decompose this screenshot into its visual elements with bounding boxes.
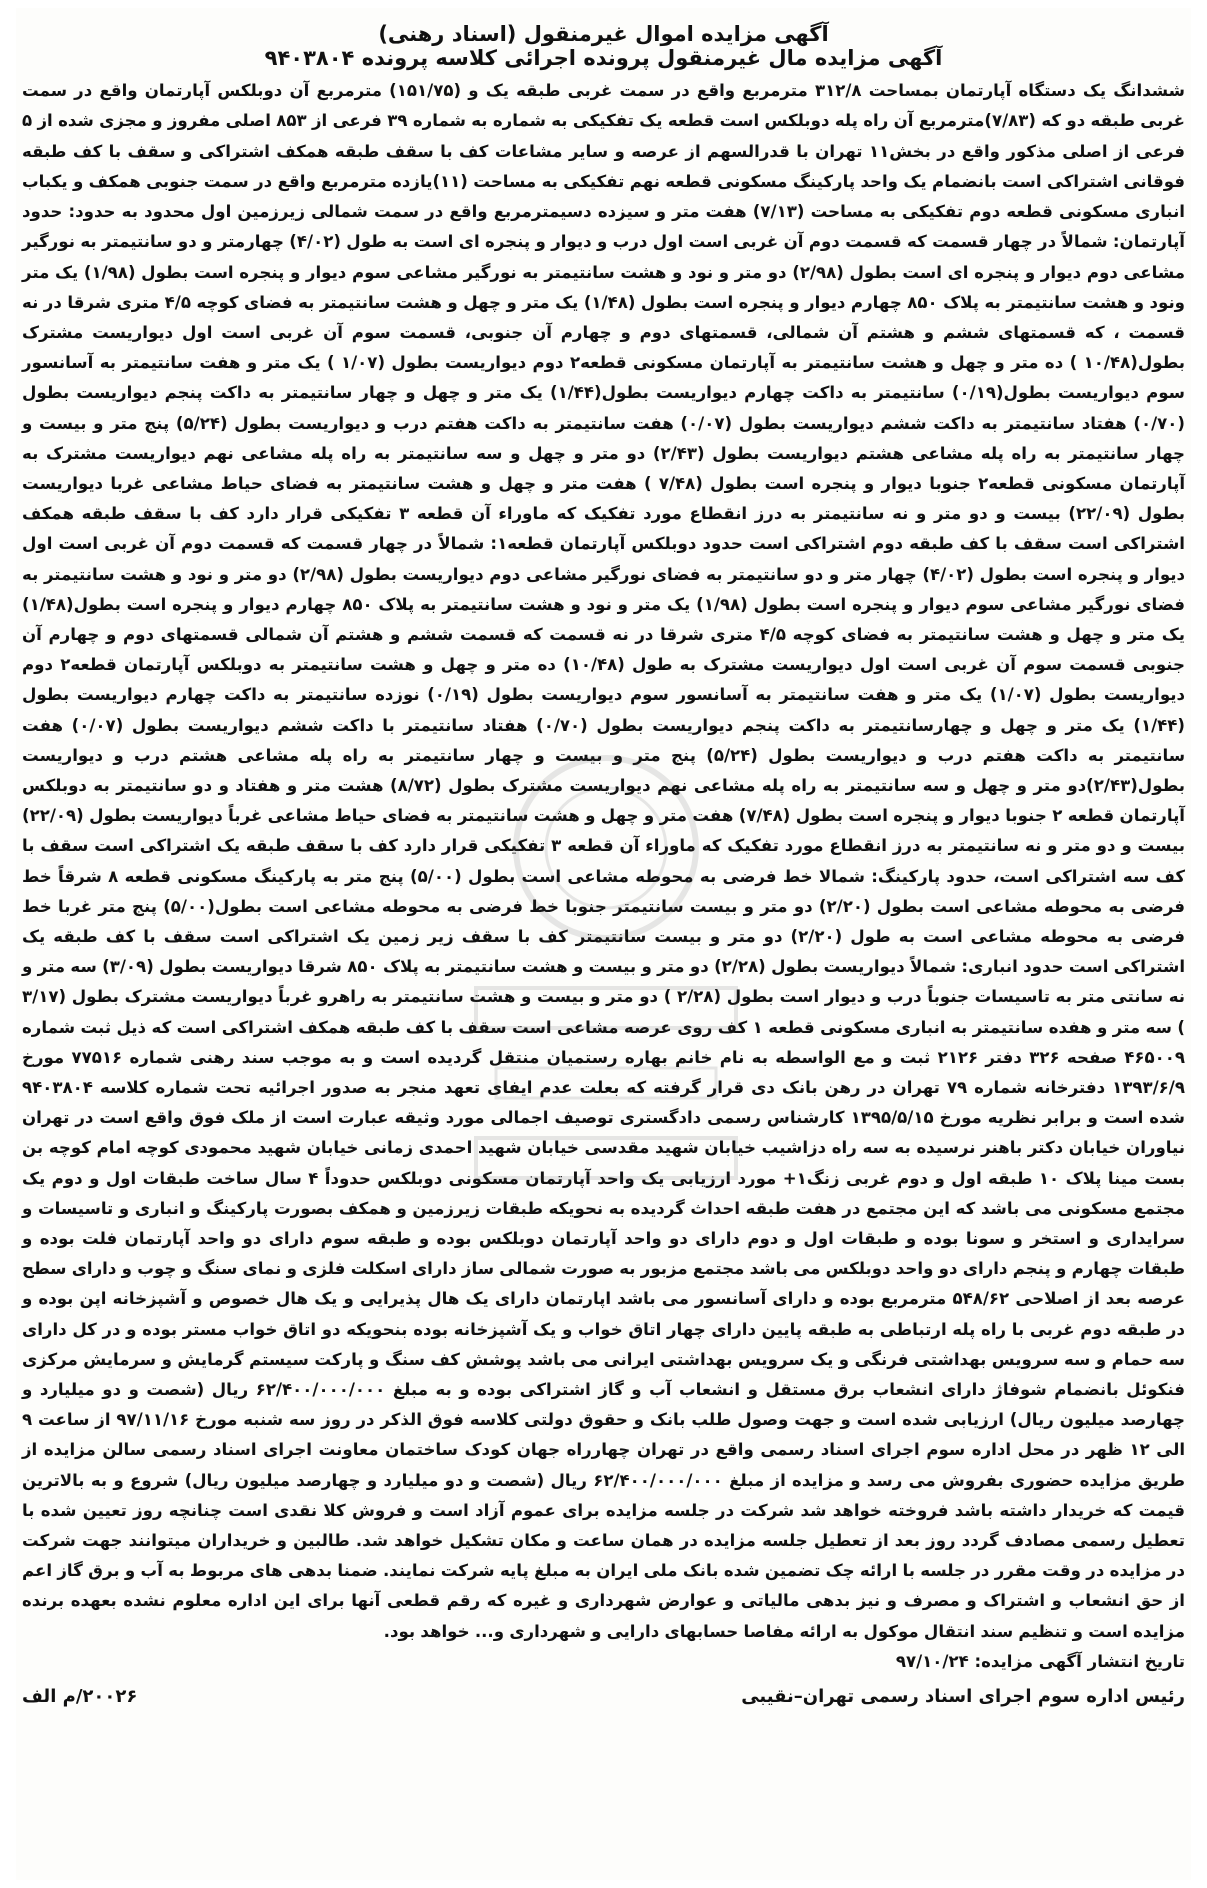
publication-date-line [16, 1647, 1191, 1677]
signature: رئیس اداره سوم اجرای اسناد رسمی تهران–نقیبی [741, 1685, 1185, 1707]
notice-footer [16, 1677, 1191, 1709]
notice-body: ششدانگ یک دستگاه آپارتمان بمساحت ۳۱۲/۸ مترمربع واقع در سمت غربی طبقه یک و (۱۵۱/۷۵) مترمربع آن دوبلکس آپارتمان واقع در سمت غربی طبقه دو که (۷/۸۳)مترمربع آن راه پله دوبلکس است قطعه یک تفکیکی به شماره به شماره ۳۹ فرعی از ۸۵۳ اصلی مفروز و مجزی شده از ۵ فرعی از اصلی مذکور واقع در بخش۱۱ تهران با قدرالسهم از عرصه و سایر مشاعات کف با سقف طبقه همکف اشتراکی و سقف با کف طبقه فوقانی اشتراکی است بانضمام یک واحد پارکینگ مسکونی قطعه نهم تفکیکی به مساحت (۱۱)یازده مترمربع واقع در سمت جنوبی همکف و یکباب انباری مسکونی قطعه دوم تفکیکی به مساحت (۷/۱۳) هفت متر و سیزده دسیمترمربع واقع در سمت شمالی زیرزمین اول محدود به حدود: حدود آپارتمان: شمالاً در چهار قسمت که قسمت دوم آن غربی است اول درب و دیوار و پنجره ای است به طول (۴/۰۲) چهارمتر و دو سانتیمتر به نورگیر مشاعی دوم دیوار و پنجره ای است بطول (۲/۹۸) دو متر و نود و هشت سانتیمتر به نورگیر مشاعی سوم دیوار و پنجره است بطول (۱/۹۸) یک متر ونود و هشت سانتیمتر به پلاک ۸۵۰ چهارم دیوار و پنجره است بطول (۱/۴۸) یک متر و چهل و هشت سانتیمتر به فضای کوچه ۴/۵ متری شرقا در نه قسمت ، که قسمتهای ششم و هشتم آن شمالی، قسمتهای دوم و چهارم آن جنوبی، قسمت سوم آن غربی است اول دیواریست مشترک بطول(۱۰/۴۸ ) ده متر و چهل و هشت سانتیمتر به آپارتمان مسکونی قطعه۲ دوم دیواریست بطول (۱/۰۷ ) یک متر و هفت سانتیمتر به آسانسور سوم دیواریست بطول(۰/۱۹) سانتیمتر به داکت چهارم دیواریست بطول(۱/۴۴) یک متر و چهل و چهار سانتیمتر به داکت پنجم دیواریست بطول (۰/۷۰) هفتاد سانتیمتر به داکت ششم دیواریست بطول (۰/۰۷) هفت سانتیمتر به داکت هفتم درب و دیواریست بطول (۵/۲۴) پنج متر و بیست و چهار سانتیمتر به راه پله مشاعی هشتم دیواریست بطول (۲/۴۳) دو متر و چهل و سه سانتیمتر به راه پله مشاعی نهم دیواریست مشترک به آپارتمان مسکونی قطعه۲ جنوبا دیوار و پنجره است بطول (۷/۴۸ ) هفت متر و چهل و هشت سانتیمتر به فضای حیاط مشاعی غربا دیواریست بطول (۲۲/۰۹) بیست و دو متر و نه سانتیمتر به درز انقطاع مورد تفکیک که ماوراء آن قطعه ۳ تفکیکی قرار دارد کف با سقف طبقه همکف اشتراکی است سقف با کف طبقه دوم اشتراکی است حدود دوبلکس آپارتمان قطعه۱: شمالاً در چهار قسمت که قسمت دوم آن غربی است اول دیوار و پنجره است بطول (۴/۰۲) چهار متر و دو سانتیمتر به فضای نورگیر مشاعی دوم دیواریست بطول (۲/۹۸) دو متر و نود و هشت سانتیمتر به فضای نورگیر مشاعی سوم دیوار و پنجره است بطول (۱/۹۸) یک متر و نود و هشت سانتیمتر به پلاک ۸۵۰ چهارم دیوار و پنجره است بطول(۱/۴۸) یک متر و چهل و هشت سانتیمتر به فضای کوچه ۴/۵ متری شرقا در نه قسمت که قسمت ششم و هشتم آن شمالی قسمتهای دوم و چهارم آن جنوبی قسمت سوم آن غربی است اول دیواریست مشترک به طول (۱۰/۴۸) ده متر و چهل و هشت سانتیمتر به دوبلکس آپارتمان قطعه۲ دوم دیواریست بطول (۱/۰۷) یک متر و هفت سانتیمتر به آسانسور سوم دیواریست بطول (۰/۱۹) نوزده سانتیمتر به داکت چهارم دیواریست بطول (۱/۴۴) یک متر و چهل و چهارسانتیمتر به داکت پنجم دیواریست بطول (۰/۷۰) هفتاد سانتیمتر با داکت ششم دیواریست بطول (۰/۰۷) هفت سانتیمتر به داکت هفتم درب و دیواریست بطول (۵/۲۴) پنج متر و بیست و چهار سانتیمتر به راه پله مشاعی هشتم درب و دیواریست بطول(۲/۴۳)دو متر و چهل و سه سانتیمتر به راه پله مشاعی نهم دیواریست مشترک بطول (۸/۷۲) هشت متر و هفتاد و دو سانتیمتر به دوبلکس آپارتمان قطعه ۲ جنوبا دیوار و پنجره است بطول (۷/۴۸) هفت متر و چهل و هشت سانتیمتر به فضای حیاط مشاعی غرباً دیواریست بطول (۲۲/۰۹) بیست و دو متر و نه سانتیمتر به درز انقطاع مورد تفکیک که ماوراء آن قطعه ۳ تفکیکی قرار دارد کف با سقف طبقه یک اشتراکی است سقف با کف سه اشتراکی است، حدود پارکینگ: شمالا خط فرضی به محوطه مشاعی است بطول (۵/۰۰) پنج متر به پارکینگ مسکونی قطعه ۸ شرقاً خط فرضی به محوطه مشاعی است بطول (۲/۲۰) دو متر و بیست سانتیمتر جنوبا خط فرضی به محوطه مشاعی است بطول(۵/۰۰) پنج متر غربا خط فرضی به محوطه مشاعی است به طول (۲/۲۰) دو متر و بیست سانتیمتر کف با سقف زیر زمین یک اشتراکی است سقف با کف طبقه یک اشتراکی است حدود انباری: شمالاً دیواریست بطول (۲/۲۸) دو متر و بیست و هشت سانتیمتر به پلاک ۸۵۰ شرقا دیواریست بطول (۳/۰۹) سه متر و نه سانتی متر به تاسیسات جنوباً درب و دیوار است بطول (۲/۲۸ ) دو متر و بیست و هشت سانتیمتر به راهرو غرباً دیواریست مشترک بطول (۳/۱۷ ) سه متر و هفده سانتیمتر به انباری مسکونی قطعه ۱ کف روی عرصه مشاعی است سقف با کف طبقه همکف اشتراکی است که ذیل ثبت شماره ۴۶۵۰۰۹ صفحه ۳۲۶ دفتر ۲۱۲۶ ثبت و مع الواسطه به نام خانم بهاره رستمیان منتقل گردیده است و به موجب سند رهنی شماره ۷۷۵۱۶ مورخ ۱۳۹۳/۶/۹ دفترخانه شماره ۷۹ تهران در رهن بانک دی قرار گرفته که بعلت عدم ایفای تعهد منجر به صدور اجرائیه تحت شماره کلاسه ۹۴۰۳۸۰۴ شده است و برابر نظریه مورخ ۱۳۹۵/۵/۱۵ کارشناس رسمی دادگستری توصیف اجمالی مورد وثیقه عبارت است از ملک فوق واقع است در تهران نیاوران خیابان دکتر باهنر نرسیده به سه راه دزاشیب خیابان شهید مقدسی خیابان شهید احمدی زمانی خیابان شهید محمودی کوچه امام کوچه بن بست مینا پلاک ۱۰ طبقه اول و دوم غربی زنگ۱+ مورد ارزیابی یک واحد آپارتمان مسکونی دوبلکس حدوداً ۴ سال ساخت طبقات اول و دوم یک مجتمع مسکونی می باشد که این مجتمع در هفت طبقه احداث گردیده به نحویکه طبقات زیرزمین و همکف بصورت پارکینگ و انباری و تاسیسات و سرایداری و استخر و سونا بوده و طبقات اول و دوم دارای دو واحد آپارتمان دوبلکس بوده و طبقه سوم دارای دو واحد آپارتمان فلت بوده و طبقات چهارم و پنجم دارای دو واحد دوبلکس می باشد مجتمع مزبور به صورت شمالی ساز دارای اسکلت فلزی و نمای سنگ و چوب و دارای سطح عرصه بعد از اصلاحی ۵۴۸/۶۲ مترمربع بوده و دارای آسانسور می باشد اپارتمان دارای یک هال پذیرایی و یک هال خصوص و آشپزخانه اپن بوده و در طبقه دوم غربی با راه پله ارتباطی به طبقه پایین دارای چهار اتاق خواب و یک آشپزخانه بوده بنحویکه دو اتاق خواب مستر بوده و در کل دارای سه حمام و سه سرویس بهداشتی فرنگی و یک سرویس بهداشتی ایرانی می باشد پوشش کف سنگ و پارکت سیستم گرمایش و سرمایش مرکزی فنکوئل بانضمام شوفاژ دارای انشعاب برق مستقل و انشعاب آب و گاز اشتراکی بوده و به مبلغ ۶۲/۴۰۰/۰۰۰/۰۰۰ ریال (شصت و دو میلیارد و چهارصد میلیون ریال) ارزیابی شده است و جهت وصول طلب بانک و حقوق دولتی کلاسه فوق الذکر در روز سه شنبه مورخ ۹۷/۱۱/۱۶ از ساعت ۹ الی ۱۲ ظهر در محل اداره سوم اجرای اسناد رسمی واقع در تهران چهارراه جهان کودک ساختمان معاونت اجرای اسناد رسمی سالن مزایده از طریق مزایده حضوری بفروش می رسد و مزایده از مبلغ ۶۲/۴۰۰/۰۰۰/۰۰۰ ریال (شصت و دو میلیارد و چهارصد میلیون ریال) شروع و به بالاترین قیمت که خریدار داشته باشد فروخته خواهد شد شرکت در جلسه مزایده برای عموم آزاد است و فروش کلا نقدی است چنانچه روز تعیین شده با تعطیل رسمی مصادف گردد روز بعد از تعطیل جلسه مزایده در همان ساعت و مکان تشکیل خواهد شد. طالبین و خریداران میتوانند جهت شرکت در مزایده در وقت مقرر در جلسه با ارائه چک تضمین شده بانک ملی ایران به مبلغ پایه شرکت نمایند. ضمنا بدهی های مربوط به آب و برق گاز اعم از حق انشعاب و اشتراک و مصرف و نیز بدهی مالیاتی و عوارض شهرداری و غیره که رقم قطعی آنها برای این اداره معلوم نشده بعهده برنده مزایده است و تنظیم سند انتقال موکول به ارائه مفاصا حسابهای دارایی و شهرداری و... خواهد بود. [22, 81, 1186, 1641]
reference-code: ۲۰۰۲۶/م الف [22, 1685, 138, 1707]
notice-title: آگهی مزایده اموال غیرمنقول (اسناد رهنی) [378, 22, 829, 46]
publication-date-label: تاریخ انتشار آگهی مزایده: [974, 1651, 1185, 1671]
auction-notice [16, 8, 1191, 1880]
publication-date-value: ۹۷/۱۰/۲۴ [895, 1651, 969, 1671]
notice-subtitle: آگهی مزایده مال غیرمنقول پرونده اجرائی کلاسه پرونده ۹۴۰۳۸۰۴ [264, 46, 943, 71]
